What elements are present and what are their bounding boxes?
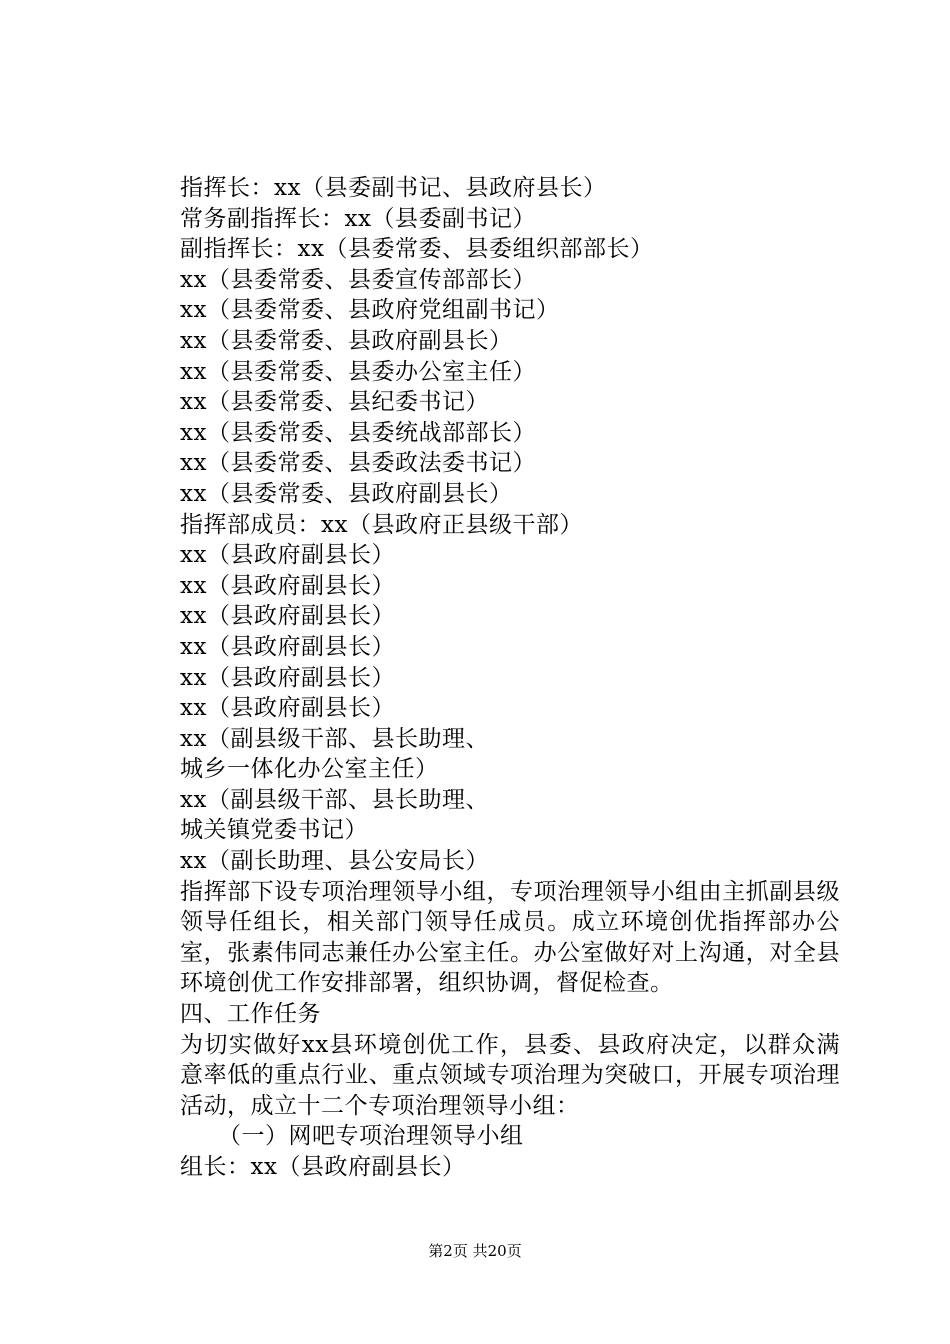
text-line: xx（县政府副县长） xyxy=(180,695,395,722)
text-line: xx（县政府副县长） xyxy=(180,542,395,569)
text-line: xx（县委常委、县委统战部部长） xyxy=(180,419,536,446)
text-line: xx（县委常委、县委办公室主任） xyxy=(180,358,536,385)
text-line: xx（副长助理、县公安局长） xyxy=(180,848,489,875)
text-line: xx（副县级干部、县长助理、 xyxy=(180,725,489,752)
document-body xyxy=(180,173,840,1183)
text-line: 指挥长：xx（县委副书记、县政府县长） xyxy=(180,175,607,201)
subsection-heading-netcafe: （一）网吧专项治理领导小组 xyxy=(218,1123,524,1150)
paragraph-command-office: 指挥部下设专项治理领导小组，专项治理领导小组由主抓副县级领导任组长，相关部门领导任成员。成立环境创优指挥部办公室，张素伟同志兼任办公室主任。办公室做好对上沟通，对全县环境创优工作安排部署，组织协调，督促检查。 xyxy=(180,878,840,997)
text-line: xx（县委常委、县政府副县长） xyxy=(180,480,513,507)
text-line: xx（副县级干部、县长助理、 xyxy=(180,786,489,813)
text-line: xx（县委常委、县政府副县长） xyxy=(180,327,513,354)
paragraph-tasks-intro: 为切实做好xx县环境创优工作，县委、县政府决定，以群众满意率低的重点行业、重点领域专项治理为突破口，开展专项治理活动，成立十二个专项治理领导小组： xyxy=(180,1031,840,1119)
text-line: xx（县委常委、县政府党组副书记） xyxy=(180,297,560,324)
text-line: xx（县政府副县长） xyxy=(180,603,395,630)
text-line: xx（县委常委、县委宣传部部长） xyxy=(180,266,536,293)
text-line: xx（县委常委、县委政法委书记） xyxy=(180,450,536,477)
text-line: 副指挥长：xx（县委常委、县委组织部部长） xyxy=(180,236,654,263)
text-line: 城乡一体化办公室主任） xyxy=(180,756,439,783)
text-line: 常务副指挥长：xx（县委副书记） xyxy=(180,205,536,232)
text-line: 城关镇党委书记） xyxy=(180,817,368,844)
text-line: 指挥部成员：xx（县政府正县级干部） xyxy=(180,511,583,538)
section-heading-tasks: 四、工作任务 xyxy=(180,1001,321,1028)
text-line: xx（县政府副县长） xyxy=(180,572,395,599)
page-number-footer: 第2页 共20页 xyxy=(428,1242,522,1260)
text-line: 组长：xx（县政府副县长） xyxy=(180,1154,466,1180)
text-line: xx（县政府副县长） xyxy=(180,664,395,691)
text-line: xx（县委常委、县纪委书记） xyxy=(180,389,489,416)
text-line: xx（县政府副县长） xyxy=(180,633,395,660)
